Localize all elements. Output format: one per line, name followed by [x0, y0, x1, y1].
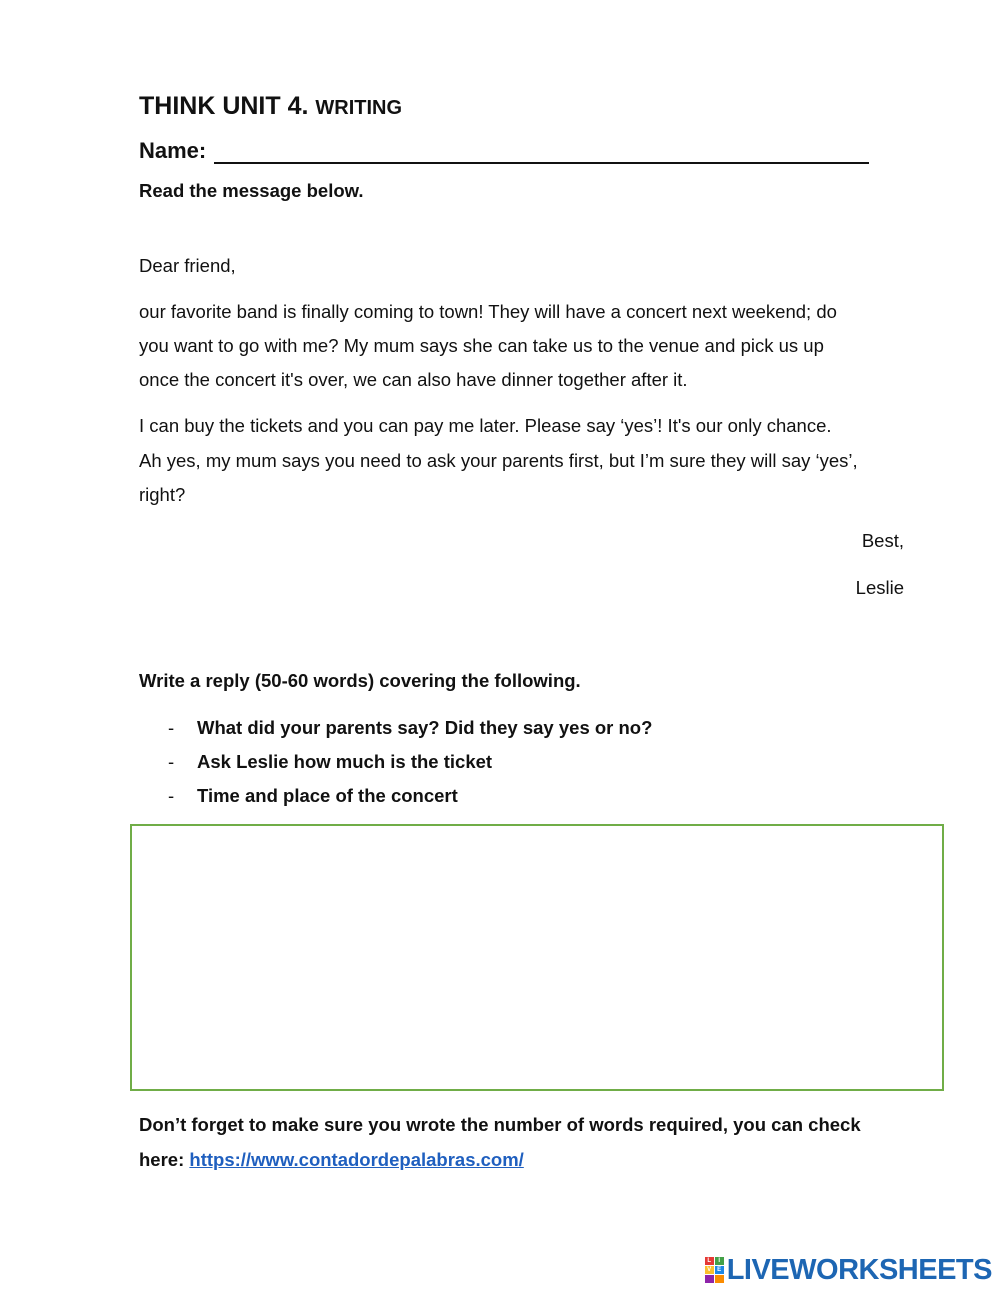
title-sub: WRITING: [315, 97, 403, 119]
title-main: THINK UNIT 4.: [139, 92, 309, 120]
logo-text: LIVEWORKSHEETS: [726, 1253, 992, 1286]
bullet-dash: -: [168, 785, 175, 806]
message-p1-line: you want to go with me? My mum says she can take us to the venue and pick us up: [139, 335, 824, 356]
message-p2-line: I can buy the tickets and you can pay me later. Please say ‘yes’! It's our only chance.: [139, 415, 832, 436]
word-count-note: Don’t forget to make sure you wrote the number of words required, you can check: [139, 1114, 861, 1135]
bullet-item: [168, 751, 492, 773]
message-closing: Best,: [861, 530, 904, 551]
read-instruction: Read the message below.: [139, 180, 364, 201]
message-p1-line: our favorite band is finally coming to town! They will have a concert next weekend; do: [139, 301, 837, 322]
message-signature: Leslie: [855, 577, 904, 598]
word-count-note-line2: [139, 1149, 524, 1171]
message-p2-line: Ah yes, my mum says you need to ask your parents first, but I’m sure they will say ‘yes’,: [139, 450, 858, 471]
bullet-text: Time and place of the concert: [197, 785, 458, 806]
name-field-row: [139, 138, 869, 164]
logo-block: E: [715, 1266, 724, 1274]
bullet-dash: -: [168, 717, 175, 738]
logo-block: [705, 1275, 714, 1283]
word-counter-link[interactable]: https://www.contadordepalabras.com/: [189, 1149, 524, 1170]
bullet-item: [168, 785, 458, 807]
bullet-item: [168, 717, 652, 739]
bullet-text: What did your parents say? Did they say yes or no?: [197, 717, 653, 738]
note-prefix: here:: [139, 1149, 185, 1170]
write-instruction: Write a reply (50-60 words) covering the following.: [139, 670, 581, 691]
logo-block: I: [715, 1257, 724, 1265]
bullet-text: Ask Leslie how much is the ticket: [197, 751, 493, 772]
name-label: Name:: [139, 138, 207, 163]
liveworksheets-logo: [705, 1252, 992, 1288]
logo-blocks-icon: [705, 1257, 724, 1283]
message-greeting: Dear friend,: [139, 255, 236, 276]
page-title: [139, 92, 402, 121]
logo-block: V: [705, 1266, 714, 1274]
answer-text-box[interactable]: [130, 824, 944, 1091]
logo-block: [715, 1275, 724, 1283]
message-p2-line: right?: [139, 484, 186, 505]
bullet-dash: -: [168, 751, 175, 772]
name-blank-line[interactable]: [214, 140, 869, 164]
logo-block: L: [705, 1257, 714, 1265]
message-p1-line: once the concert it's over, we can also have dinner together after it.: [139, 369, 688, 390]
